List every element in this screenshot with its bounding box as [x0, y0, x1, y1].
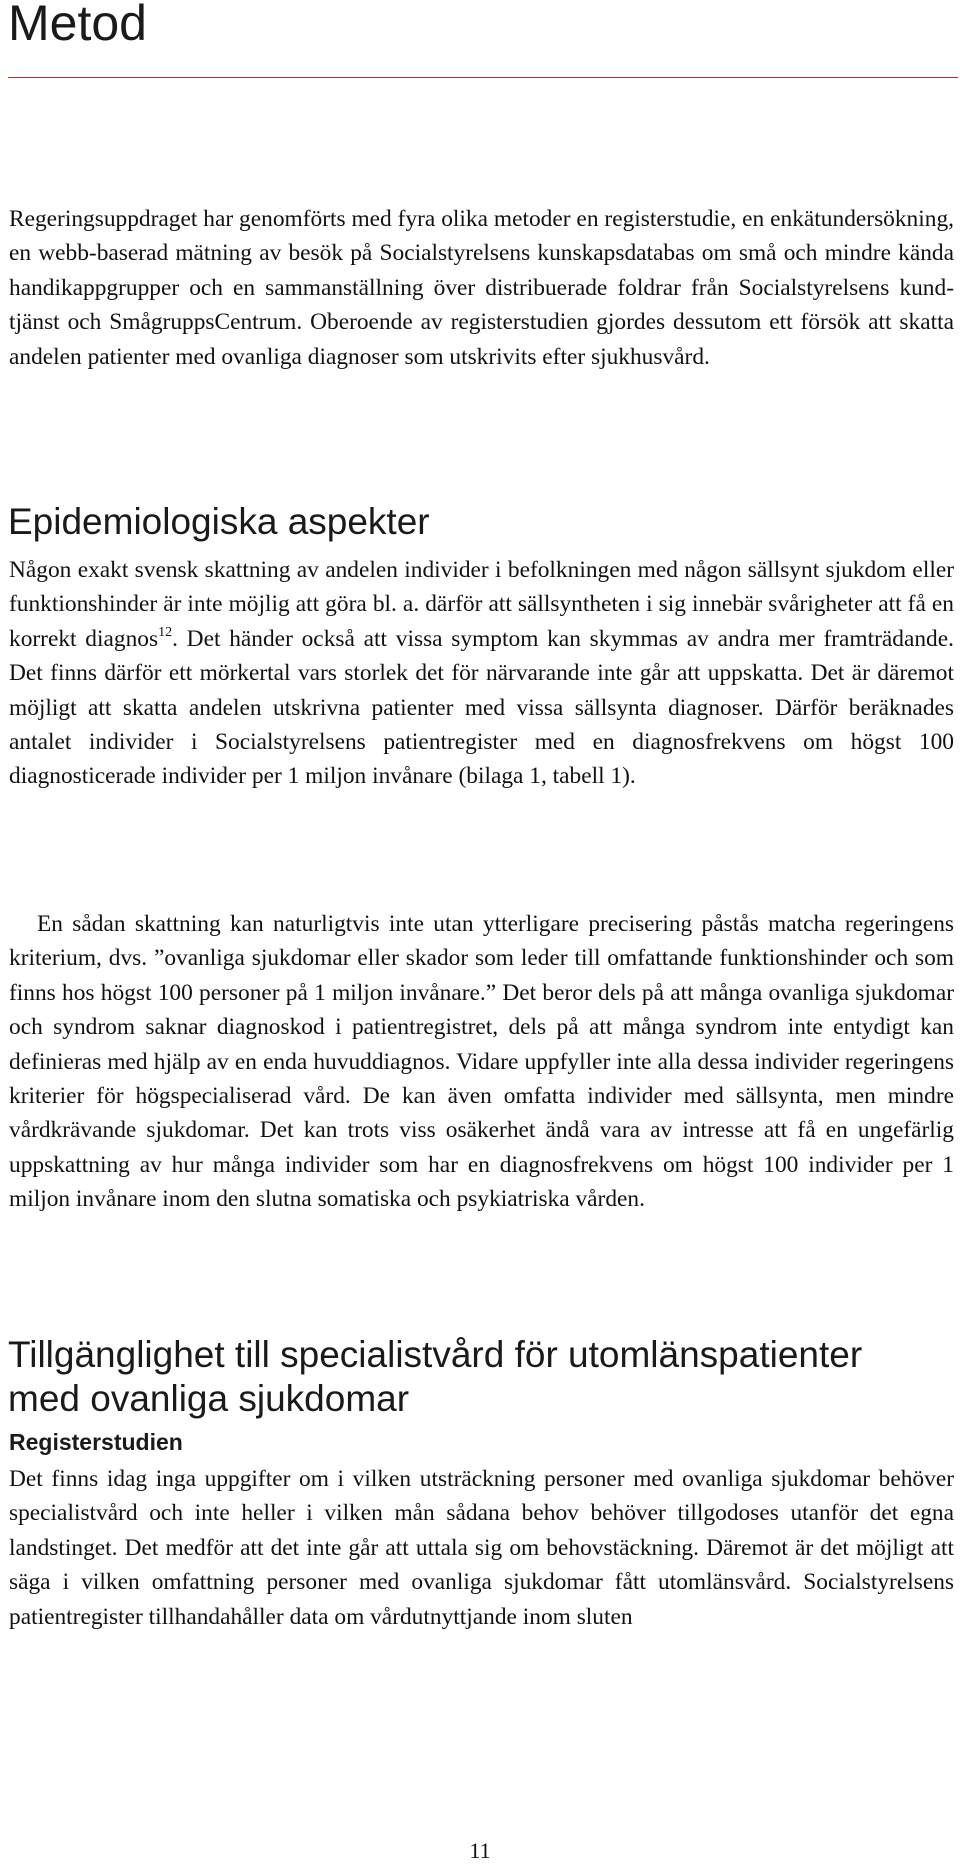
- section-heading-epidemiology: Epidemiologiska aspekter: [8, 501, 430, 542]
- section-heading-access: [8, 1333, 862, 1421]
- epidemiology-paragraph-1-continued: . Det händer också att vissa symptom kan skymmas av andra mer framträdande. Det finns därför ett mörkertal vars storlek det för närvarande inte går att uppskatta. Det är däremot möjligt att skatta andelen utskrivna patienter med vissa sällsynta diagnoser. Därför beräknades antalet individer i Socialstyrelsens patientregister med en diagnosfrekvens om högst 100 diagnosticerade individer per 1 miljon invånare (bilaga 1, tabell 1).: [9, 625, 954, 790]
- chapter-title: Metod: [8, 0, 147, 51]
- intro-paragraph: Regeringsuppdraget har genomförts med fyra olika metoder en registerstudie, en enkätundersökning, en webb-baserad mätning av besök på Socialstyrelsens kunskapsdatabas om små och mindre kända handikappgrupper och en sammanställning över distribuerade foldrar från Socialstyrelsens kundtjänst och SmågruppsCentrum. Oberoende av registerstudien gjordes dessutom ett försök att skatta andelen patienter med ovanliga diagnoser som utskrivits efter sjukhusvård.: [9, 206, 954, 370]
- page-number: 11: [469, 1838, 491, 1863]
- section-heading-access-line-1: Tillgänglighet till specialistvård för utomlänspatienter: [8, 1334, 863, 1375]
- registerstudien-paragraph: Det finns idag inga uppgifter om i vilken utsträckning personer med ovanliga sjukdomar behöver specialistvård och inte heller i vilken mån sådana behov behöver tillgodoses utanför det egna landstinget. Det medför att det inte går att uttala sig om behovstäckning. Däremot är det möjligt att säga i vilken omfattning personer med ovanliga sjukdomar fått utomlänsvård. Socialstyrelsens patientregister tillhandahåller data om vårdutnyttjande inom sluten: [9, 1466, 954, 1630]
- epidemiology-paragraph-2: En sådan skattning kan naturligtvis inte utan ytterligare precisering påstås matcha regeringens kriterium, dvs. ”ovanliga sjukdomar eller skador som leder till omfattande funktionshinder och som finns hos högst 100 personer på 1 miljon invånare.” Det beror dels på att många ovanliga sjukdomar och syndrom saknar diagnoskod i patientregistret, dels på att många syndrom inte entydigt kan definieras med hjälp av en enda huvuddiagnos. Vidare uppfyller inte alla dessa individer regeringens kriterier för högspecialiserad vård. De kan även omfatta individer med sällsynta, men mindre vårdkrävande sjukdomar. Det kan trots viss osäkerhet ändå vara av intresse att få en ungefärlig uppskattning av hur många individer som har en diagnosfrekvens om högst 100 individer per 1 miljon invånare inom den slutna somatiska och psykiatriska vården.: [9, 911, 954, 1213]
- epidemiology-paragraph-1: [9, 553, 954, 794]
- chapter-title-rule: [8, 77, 958, 78]
- section-heading-access-line-2: med ovanliga sjukdomar: [8, 1378, 410, 1419]
- subheading-registerstudien: Registerstudien: [9, 1429, 183, 1455]
- epidemiology-paragraph-1-text: Någon exakt svensk skattning av andelen individer i befolkningen med någon sällsynt sjukdom eller funktionshinder är inte möjlig att göra bl. a. därför att sällsyntheten i sig innebär svårigheter att få en korrekt diagnos: [9, 557, 954, 652]
- footnote-reference: 12: [158, 624, 173, 640]
